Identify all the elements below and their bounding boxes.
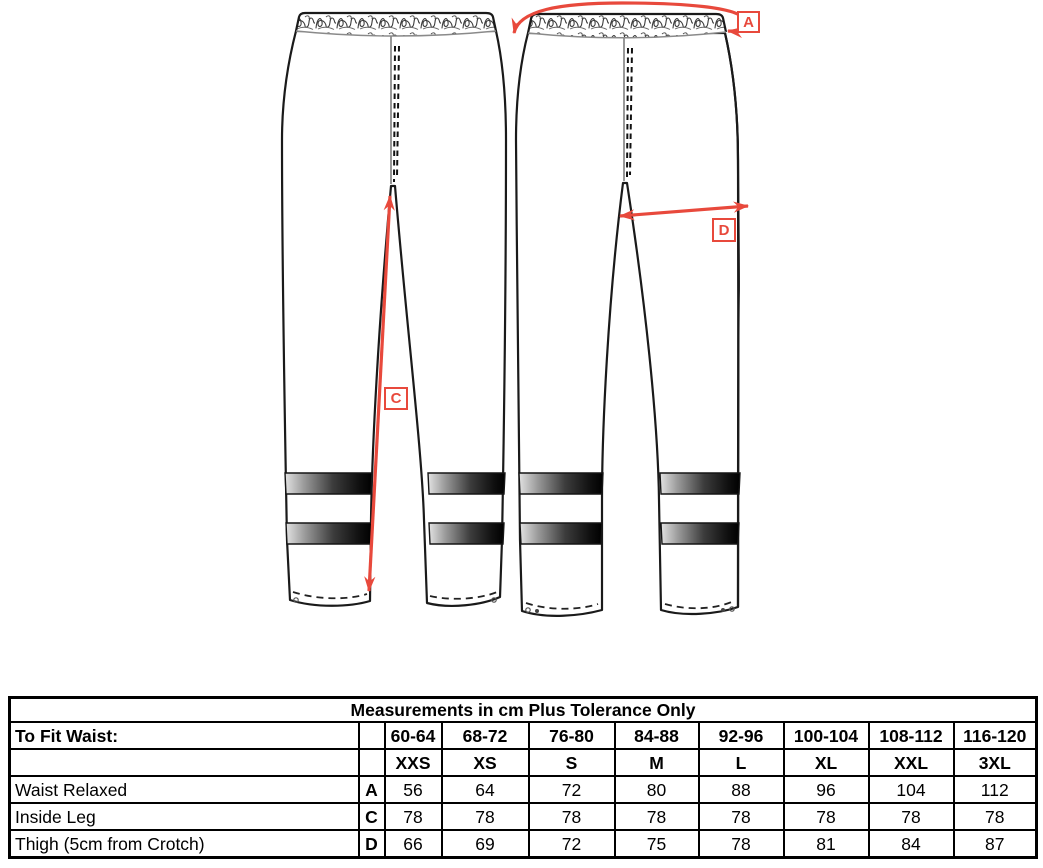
measurement-label-d: D [712, 218, 736, 242]
table-row-thigh [10, 830, 1037, 858]
reflective-band [661, 523, 739, 544]
reflective-band [285, 473, 372, 494]
value-cell: 66 [385, 830, 442, 858]
fit-range-cell: 68-72 [442, 722, 529, 749]
fit-range-cell: 60-64 [385, 722, 442, 749]
value-cell: 56 [385, 776, 442, 803]
fit-range-cell: 76-80 [529, 722, 615, 749]
value-cell: 78 [869, 803, 954, 830]
size-name-cell: M [615, 749, 699, 776]
size-name-cell: L [699, 749, 784, 776]
fly-stitch-dashed-line [394, 46, 395, 182]
value-cell: 87 [954, 830, 1037, 858]
trousers-front-view [282, 13, 506, 606]
table-title-row [10, 698, 1037, 723]
value-cell: 78 [954, 803, 1037, 830]
value-cell: 78 [615, 803, 699, 830]
measurement-label-c: C [384, 387, 408, 410]
size-name-cell: XL [784, 749, 869, 776]
value-cell: 80 [615, 776, 699, 803]
reflective-band [286, 523, 372, 544]
value-cell: 78 [784, 803, 869, 830]
fit-range-cell: 100-104 [784, 722, 869, 749]
size-name-cell: XS [442, 749, 529, 776]
value-cell: 64 [442, 776, 529, 803]
value-cell: 78 [699, 803, 784, 830]
value-cell: 75 [615, 830, 699, 858]
trousers-back-view [516, 14, 740, 616]
size-name-cell: XXS [385, 749, 442, 776]
value-cell: 72 [529, 830, 615, 858]
row-letter: C [359, 803, 385, 830]
fit-range-cell: 84-88 [615, 722, 699, 749]
size-chart-table [8, 696, 1038, 859]
reflective-band [660, 473, 740, 494]
size-name-row [10, 749, 1037, 776]
row-letter: A [359, 776, 385, 803]
reflective-band [428, 473, 505, 494]
value-cell: 96 [784, 776, 869, 803]
table-title: Measurements in cm Plus Tolerance Only [10, 698, 1037, 723]
empty-cell [359, 722, 385, 749]
fit-range-cell: 92-96 [699, 722, 784, 749]
elastic-waistband-pattern [296, 13, 496, 36]
value-cell: 69 [442, 830, 529, 858]
fit-waist-label: To Fit Waist: [10, 722, 359, 749]
size-name-cell: XXL [869, 749, 954, 776]
reflective-band [520, 523, 602, 544]
fit-range-cell: 108-112 [869, 722, 954, 749]
value-cell: 78 [385, 803, 442, 830]
reflective-band [519, 473, 603, 494]
row-label: Thigh (5cm from Crotch) [10, 830, 359, 858]
value-cell: 88 [699, 776, 784, 803]
empty-cell [359, 749, 385, 776]
hem-snap-dot [721, 608, 725, 612]
row-letter: D [359, 830, 385, 858]
table-row-waist-relaxed [10, 776, 1037, 803]
row-label: Inside Leg [10, 803, 359, 830]
value-cell: 72 [529, 776, 615, 803]
value-cell: 78 [699, 830, 784, 858]
size-name-cell: S [529, 749, 615, 776]
value-cell: 104 [869, 776, 954, 803]
fit-waist-row [10, 722, 1037, 749]
reflective-band [429, 523, 504, 544]
hem-snap-dot [535, 609, 539, 613]
value-cell: 78 [529, 803, 615, 830]
row-label: Waist Relaxed [10, 776, 359, 803]
value-cell: 78 [442, 803, 529, 830]
measurement-label-a: A [737, 11, 760, 33]
value-cell: 81 [784, 830, 869, 858]
fit-range-cell: 116-120 [954, 722, 1037, 749]
size-name-cell: 3XL [954, 749, 1037, 776]
value-cell: 84 [869, 830, 954, 858]
value-cell: 112 [954, 776, 1037, 803]
table-row-inside-leg [10, 803, 1037, 830]
empty-cell [10, 749, 359, 776]
